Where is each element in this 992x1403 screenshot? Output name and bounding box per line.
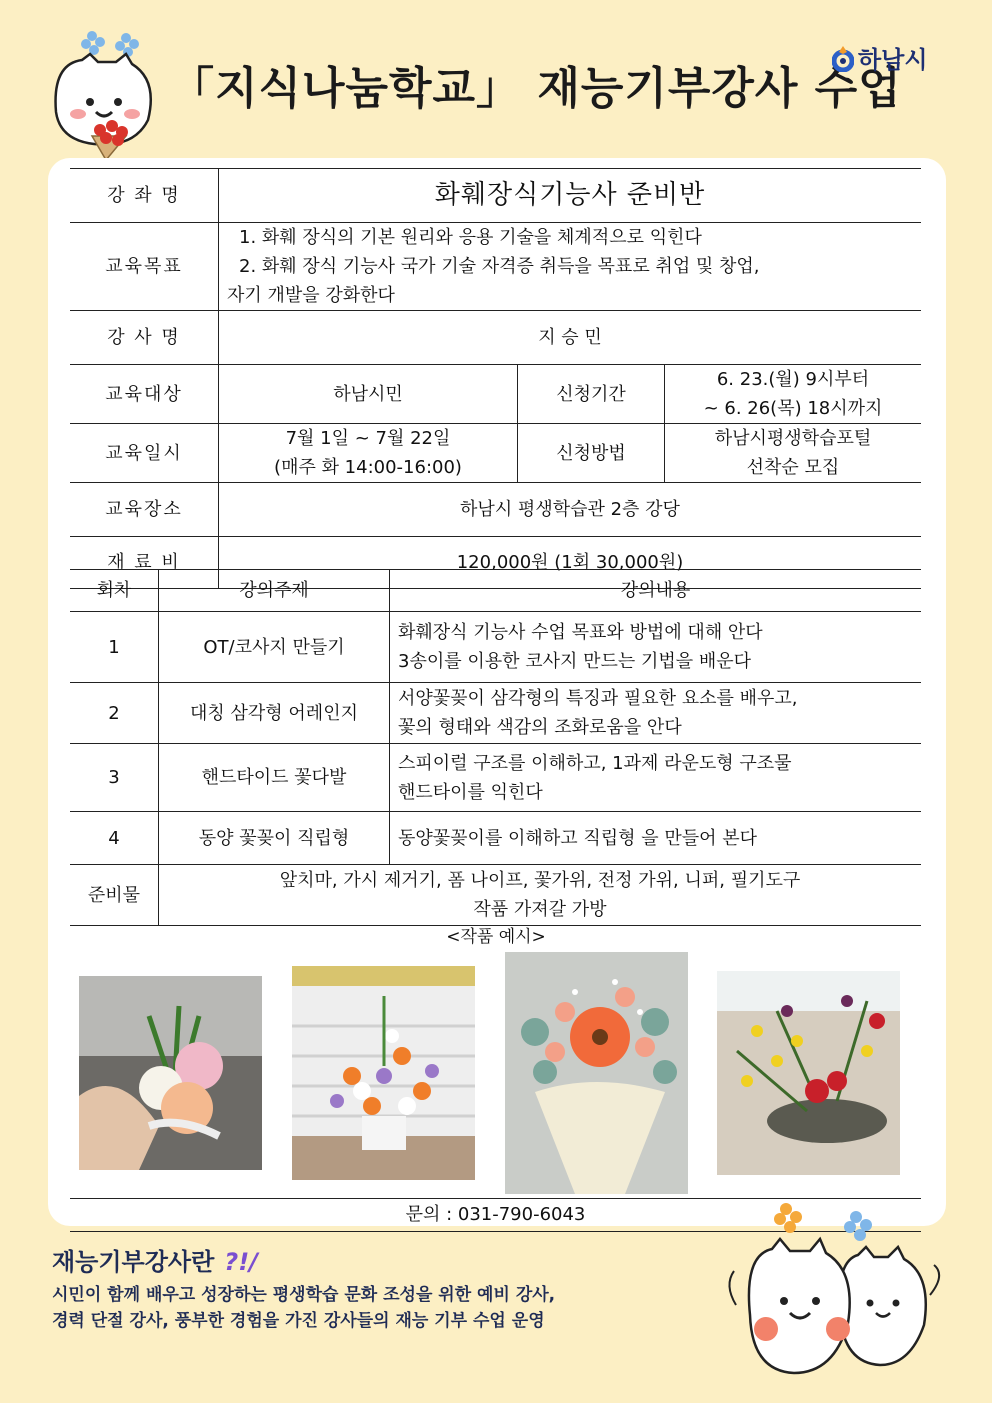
triangle-arrangement-photo — [292, 966, 475, 1180]
oriental-arrangement-photo — [717, 971, 900, 1175]
hanam-logo-icon — [832, 44, 854, 72]
date-line: (매주 화 14:00-16:00) — [274, 457, 462, 478]
content-line: 3송이를 이용한 코사지 만드는 기법을 배운다 — [398, 651, 752, 672]
date-label: 교육일시 — [70, 424, 219, 483]
about-title-text: 재능기부강사란 — [52, 1248, 215, 1276]
supplies-line: 작품 가져갈 가방 — [473, 899, 607, 920]
course-label: 강 좌 명 — [70, 169, 219, 223]
session-content — [390, 812, 922, 865]
apply-method-label: 신청방법 — [518, 424, 665, 483]
col-header-topic: 강의주제 — [159, 570, 390, 612]
session-content — [390, 612, 922, 683]
mascot-with-flowers-icon — [34, 20, 164, 160]
waving-mascots-icon — [720, 1195, 960, 1395]
table-row — [70, 812, 921, 865]
course-info-table — [70, 168, 921, 589]
goal-line: 자기 개발을 강화한다 — [227, 285, 395, 306]
table-row — [70, 683, 921, 744]
apply-period-value — [665, 365, 922, 424]
goal-line: 1. 화훼 장식의 기본 원리와 응용 기술을 체계적으로 익힌다 — [239, 227, 702, 248]
content-line: 서양꽃꽂이 삼각형의 특징과 필요한 요소를 배우고, — [398, 688, 798, 709]
page-title: 「지식나눔학교」 재능기부강사 수업 — [170, 63, 902, 114]
col-header-content: 강의내용 — [390, 570, 922, 612]
supplies-label: 준비물 — [70, 865, 159, 926]
session-no: 3 — [70, 744, 159, 812]
session-content — [390, 744, 922, 812]
supplies-value — [159, 865, 922, 926]
examples-title: <작품 예시> — [446, 927, 546, 947]
content-line: 꽃의 형태와 색감의 조화로움을 안다 — [398, 717, 682, 738]
target-label: 교육대상 — [70, 365, 219, 424]
city-logo — [832, 40, 928, 75]
corsage-photo — [79, 976, 262, 1170]
apply-period-label: 신청기간 — [518, 365, 665, 424]
place-value: 하남시 평생학습관 2층 강당 — [219, 483, 922, 537]
apply-method-line: 하남시평생학습포털 — [714, 428, 872, 449]
schedule-table — [70, 569, 921, 926]
apply-method-value — [665, 424, 922, 483]
apply-method-line: 선착순 모집 — [746, 457, 840, 478]
target-value: 하남시민 — [219, 365, 518, 424]
session-topic: 동양 꽃꽂이 직립형 — [159, 812, 390, 865]
table-row — [70, 744, 921, 812]
session-content — [390, 683, 922, 744]
fee-label: 재 료 비 — [70, 537, 219, 589]
table-row — [70, 612, 921, 683]
instructor-name: 지 승 민 — [219, 311, 922, 365]
hand-tied-bouquet-photo — [505, 952, 688, 1194]
contact-info: 문의 : 031-790-6043 — [70, 1198, 921, 1232]
date-value — [219, 424, 518, 483]
apply-period-line: 6. 23.(월) 9시부터 — [716, 369, 870, 390]
course-goals — [219, 223, 922, 311]
about-mark: ?!/ — [224, 1248, 258, 1276]
supplies-line: 앞치마, 가시 제거기, 폼 나이프, 꽃가위, 전정 가위, 니퍼, 필기도구 — [279, 870, 801, 891]
content-line: 화훼장식 기능사 수업 목표와 방법에 대해 안다 — [398, 622, 763, 643]
about-title — [52, 1242, 258, 1277]
session-no: 4 — [70, 812, 159, 865]
goal-line: 2. 화훼 장식 기능사 국가 기술 자격증 취득을 목표로 취업 및 창업, — [239, 256, 760, 277]
col-header-no: 회차 — [70, 570, 159, 612]
content-line: 핸드타이를 익힌다 — [398, 781, 543, 803]
content-line: 동양꽃꽂이를 이해하고 직립형 을 만들어 본다 — [398, 827, 757, 849]
instructor-label: 강 사 명 — [70, 311, 219, 365]
apply-period-line: ~ 6. 26(목) 18시까지 — [703, 398, 883, 419]
session-no: 2 — [70, 683, 159, 744]
logo-text: 하남시 — [858, 46, 928, 74]
about-line: 경력 단절 강사, 풍부한 경험을 가진 강사들의 재능 기부 수업 운영 — [52, 1311, 545, 1331]
date-line: 7월 1일 ~ 7월 22일 — [285, 428, 451, 449]
session-topic: OT/코사지 만들기 — [159, 612, 390, 683]
content-line: 스피이럴 구조를 이해하고, 1과제 라운도형 구조물 — [398, 752, 792, 774]
about-line: 시민이 함께 배우고 성장하는 평생학습 문화 조성을 위한 예비 강사, — [52, 1285, 556, 1305]
fee-value: 120,000원 (1회 30,000원) — [219, 537, 922, 589]
course-name: 화훼장식기능사 준비반 — [219, 169, 922, 223]
session-no: 1 — [70, 612, 159, 683]
session-topic: 대칭 삼각형 어레인지 — [159, 683, 390, 744]
goal-label: 교육목표 — [70, 223, 219, 311]
place-label: 교육장소 — [70, 483, 219, 537]
session-topic: 핸드타이드 꽃다발 — [159, 744, 390, 812]
